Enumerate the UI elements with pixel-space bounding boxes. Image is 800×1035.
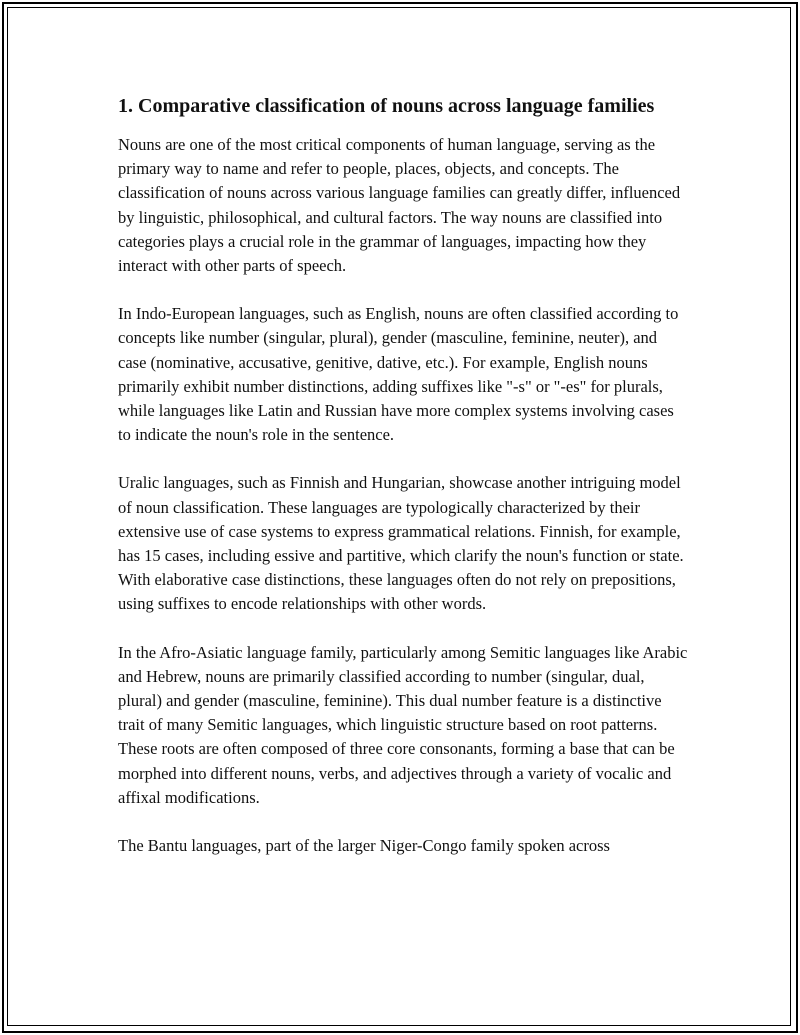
paragraph-bantu: The Bantu languages, part of the larger Niger-Congo family spoken across	[118, 836, 610, 856]
paragraph-nouns-intro: Nouns are one of the most critical components of human language, serving as the primary way to name and refer to people, places, objects, and concepts. The classification of nouns across various language families can greatly differ, influenced by linguistic, philosophical, and cultural factors. The way nouns are classified into categories plays a crucial role in the grammar of languages, impacting how they interact with other parts of speech.	[118, 135, 681, 276]
document-body	[118, 92, 688, 882]
paragraph-uralic: Uralic languages, such as Finnish and Hungarian, showcase another intriguing model of noun classification. These languages are typologically characterized by their extensive use of case systems to express grammatical relations. Finnish, for example, has 15 cases, including essive and partitive, which clarify the noun's function or state. With elaborative case distinctions, these languages often do not rely on prepositions, using suffixes to encode relationships with other words.	[118, 473, 684, 614]
section-heading: 1. Comparative classification of nouns across language families	[118, 95, 655, 117]
paragraph-afro-asiatic: In the Afro-Asiatic language family, particularly among Semitic languages like Arabic and Hebrew, nouns are primarily classified according to number (singular, dual, plural) and gender (masculine, feminine). This dual number feature is a distinctive trait of many Semitic languages, which linguistic structure based on root patterns. These roots are often composed of three core consonants, forming a base that can be morphed into different nouns, verbs, and adjectives through a variety of vocalic and affixal modifications.	[118, 642, 688, 807]
paragraph-indo-european: In Indo-European languages, such as English, nouns are often classified according to concepts like number (singular, plural), gender (masculine, feminine, neuter), and case (nominative, accusative, genitive, dative, etc.). For example, English nouns primarily exhibit number distinctions, adding suffixes like "-s" or "-es" for plurals, while languages like Latin and Russian have more complex systems involving cases to indicate the noun's role in the sentence.	[118, 304, 679, 445]
